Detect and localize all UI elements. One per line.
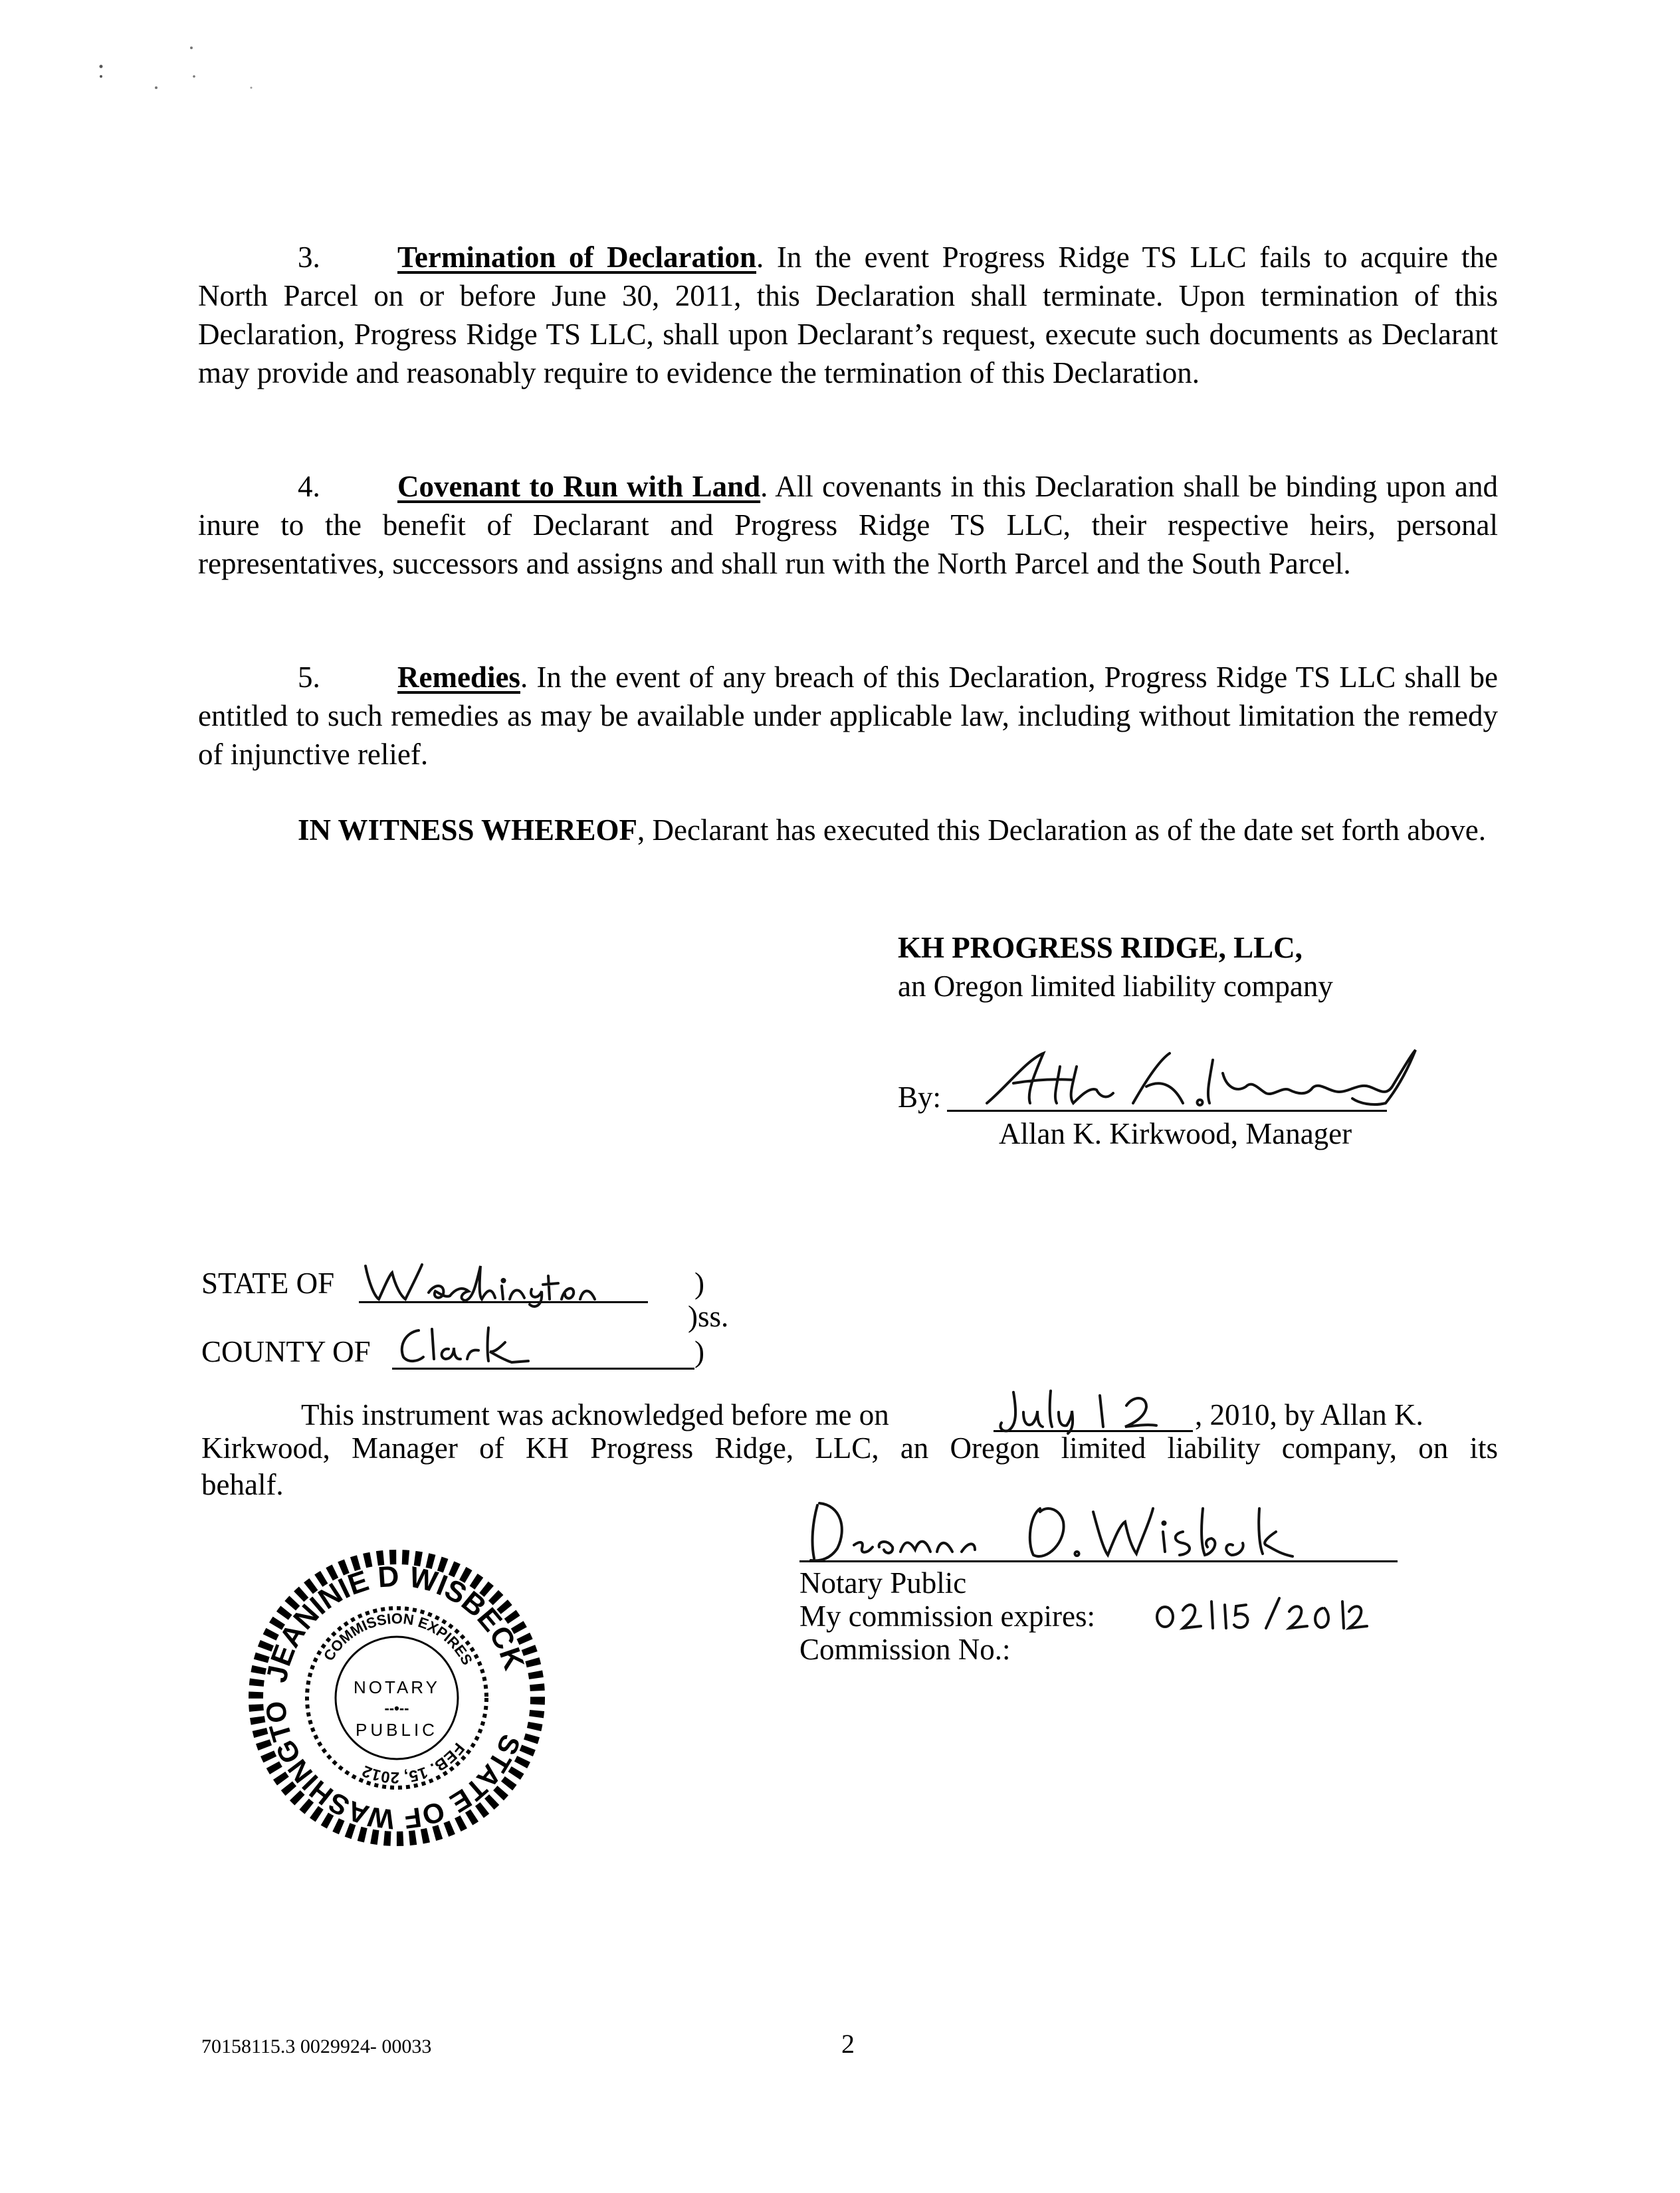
notary-title: Notary Public [799,1566,967,1600]
company-name: KH PROGRESS RIDGE, LLC, [898,931,1303,964]
seal-name: JEANINIE D WISBECK [260,1560,531,1685]
witness-clause [198,811,1498,849]
state-label: STATE OF [201,1267,335,1300]
ack-line-2: Kirkwood, Manager of KH Progress Ridge, LLC, an Oregon limited liability company, on its [201,1431,1498,1465]
by-label: By: [898,1081,942,1114]
svg-text:FEB. 15, 2012 [360,1739,468,1786]
section-3 [198,238,1498,392]
signer-name: Allan K. Kirkwood, Manager [999,1117,1352,1150]
section-text: . In the event Progress Ridge TS LLC fails to acquire the North Parcel on or before June 30, 2011, this Declaration shall terminate. Upon termination of this Declaration, Progress Ridge TS LLC, shall upon Declarant’s request, execute such documents as Declarant may provide and reasonably require to evidence the termination of this Declaration. [198,241,1498,389]
county-handwritten [395,1322,548,1369]
svg-text:COMMISSION EXPIRES [320,1610,476,1668]
commission-number-label: Commission No.: [799,1633,1011,1666]
seal-state: STATE OF WASHINGTON [237,1523,527,1835]
ack-date-handwritten [994,1386,1193,1435]
ss-label: )ss. [688,1300,729,1333]
seal-public: PUBLIC [356,1720,438,1740]
svg-text:--•--: --•-- [384,1700,409,1717]
witness-text: , Declarant has executed this Declaration as of the date set forth above. [637,813,1486,847]
ack-before: This instrument was acknowledged before me on [301,1398,889,1431]
county-paren: ) [694,1335,704,1368]
document-id: 70158115.3 0029924- 00033 [201,2036,432,2057]
section-heading: Covenant to Run with Land [397,470,761,503]
section-5 [198,658,1498,774]
ack-after: , 2010, by Allan K. [1195,1398,1423,1431]
seal-commission-expires: COMMISSION EXPIRES [320,1610,476,1668]
section-4 [198,467,1498,583]
section-number: 4. [298,470,320,503]
county-label: COUNTY OF [201,1335,371,1368]
section-heading: Termination of Declaration [397,241,757,274]
section-heading: Remedies [397,661,520,694]
section-text: . In the event of any breach of this Declaration, Progress Ridge TS LLC shall be entitled to such remedies as may be available under applicable law, including without limitation the remedy of injunctive relief. [198,661,1498,771]
company-description: an Oregon limited liability company [898,970,1333,1003]
state-handwritten [362,1253,648,1306]
seal-notary: NOTARY [354,1677,440,1697]
section-number: 3. [298,241,320,274]
notary-seal [237,1523,546,1847]
notary-signature [801,1495,1306,1568]
state-paren: ) [694,1267,704,1300]
ack-line-3: behalf. [201,1468,284,1501]
seal-date: FEB. 15, 2012 [360,1739,468,1787]
page-number: 2 [841,2029,855,2059]
kirkwood-signature [980,1040,1432,1113]
section-text: . All covenants in this Declaration shall be binding upon and inure to the benefit of Declarant and Progress Ridge TS LLC, their respective heirs, personal representatives, successors and assigns and shall run with the North Parcel and the South Parcel. [198,470,1498,580]
witness-lead: IN WITNESS WHEREOF [298,813,637,847]
section-number: 5. [298,661,320,694]
commission-expires-handwritten [1153,1592,1359,1631]
commission-expires-label: My commission expires: [799,1600,1095,1633]
